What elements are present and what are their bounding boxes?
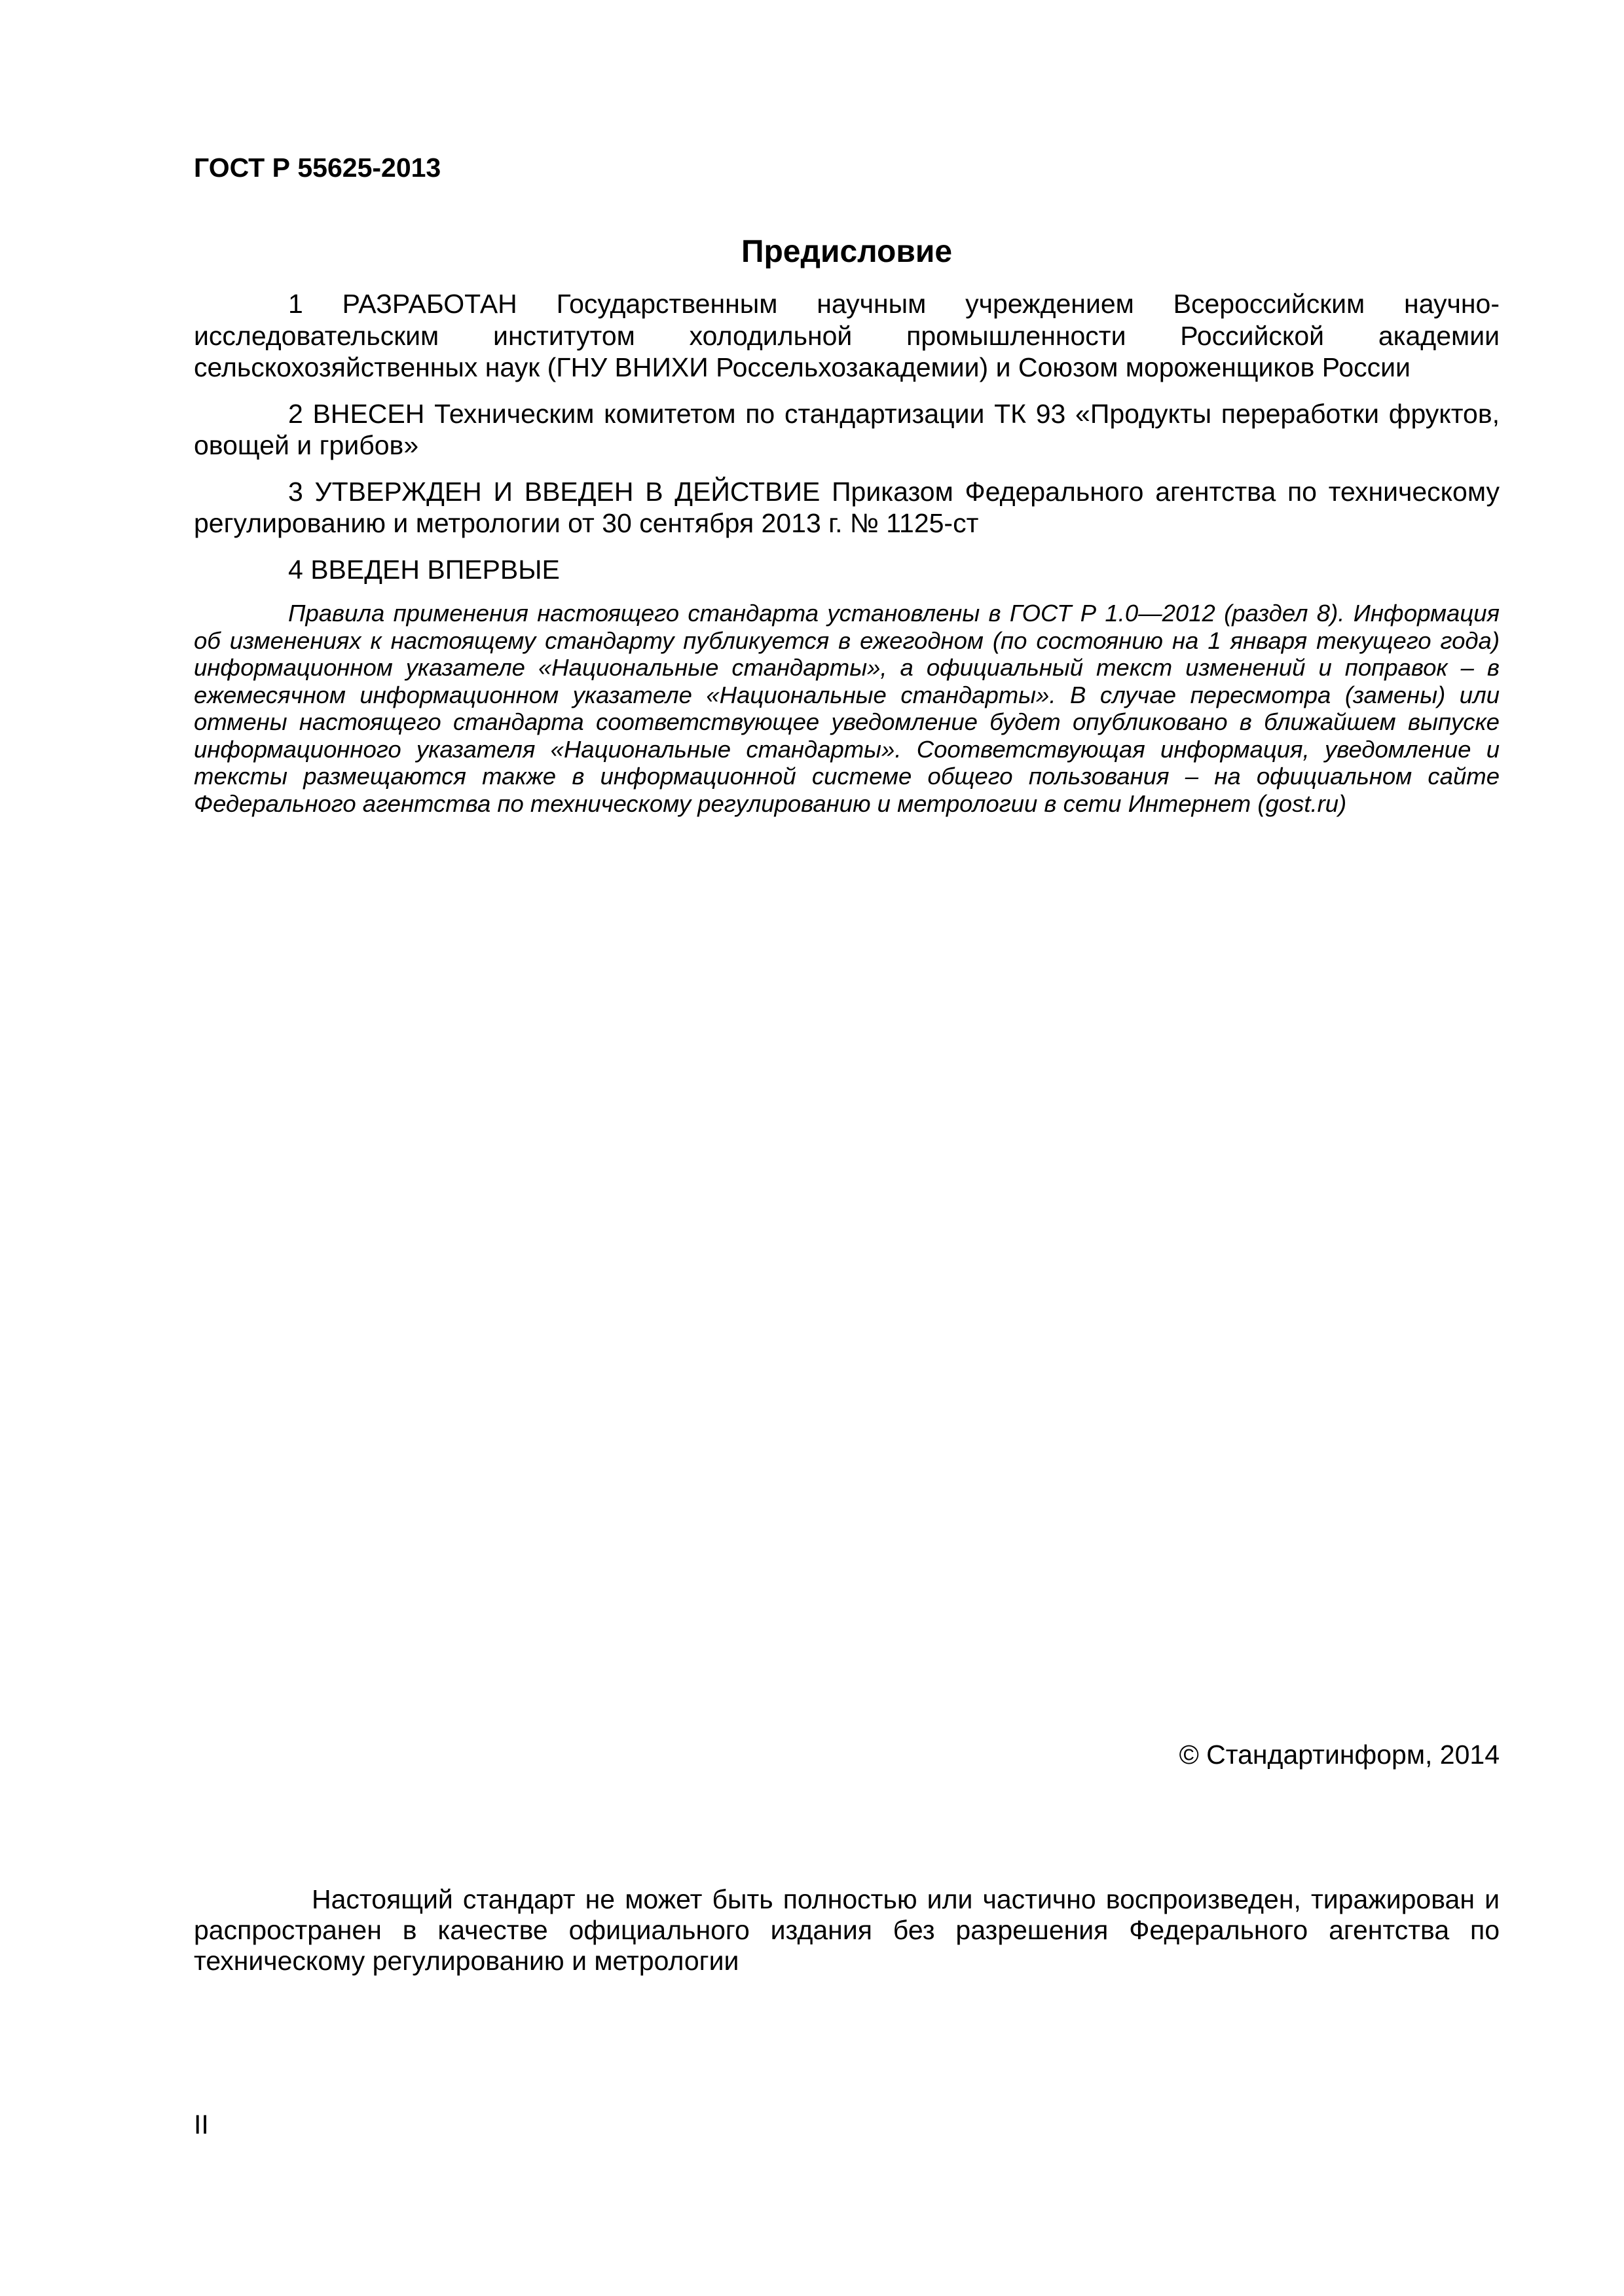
reproduction-notice: Настоящий стандарт не может быть полностью или частично воспроизведен, тиражирован и распространен в качестве официального издания без разрешения Федерального агентства по техническому регулированию и метрологии — [194, 1884, 1500, 1976]
foreword-item-4: 4 ВВЕДЕН ВПЕРВЫЕ — [288, 554, 560, 585]
page-title: Предисловие — [741, 234, 953, 269]
foreword-body — [194, 288, 1500, 817]
copyright-notice: © Стандартинформ, 2014 — [1179, 1740, 1500, 1770]
foreword-item-3: 3 УТВЕРЖДЕН И ВВЕДЕН В ДЕЙСТВИЕ Приказом Федерального агентства по техническому регулированию и метрологии от 30 сентября 2013 г. № 1125-ст — [194, 476, 1500, 538]
document-id: ГОСТ Р 55625-2013 — [194, 153, 441, 183]
application-rules-note: Правила применения настоящего стандарта установлены в ГОСТ Р 1.0—2012 (раздел 8). Информация об изменениях к настоящему стандарту публикуется в ежегодном (по состоянию на 1 января текущего года) информационном указателе «Национальные стандарты», а официальный текст изменений и поправок – в ежемесячном информационном указателе «Национальные стандарты». В случае пересмотра (замены) или отмены настоящего стандарта соответствующее уведомление будет опубликовано в ближайшем выпуске информационного указателя «Национальные стандарты». Соответствующая информация, уведомление и тексты размещаются также в информационной системе общего пользования – на официальном сайте Федерального агентства по техническому регулированию и метрологии в сети Интернет (gost.ru) — [194, 600, 1500, 817]
foreword-item-2: 2 ВНЕСЕН Техническим комитетом по стандартизации ТК 93 «Продукты переработки фруктов, овощей и грибов» — [194, 398, 1500, 460]
page-number: II — [194, 2109, 209, 2140]
foreword-item-1: 1 РАЗРАБОТАН Государственным научным учреждением Всероссийским научно-исследовательским институтом холодильной промышленности Российской академии сельскохозяйственных наук (ГНУ ВНИХИ Россельхозакадемии) и Союзом мороженщиков России — [194, 289, 1500, 382]
